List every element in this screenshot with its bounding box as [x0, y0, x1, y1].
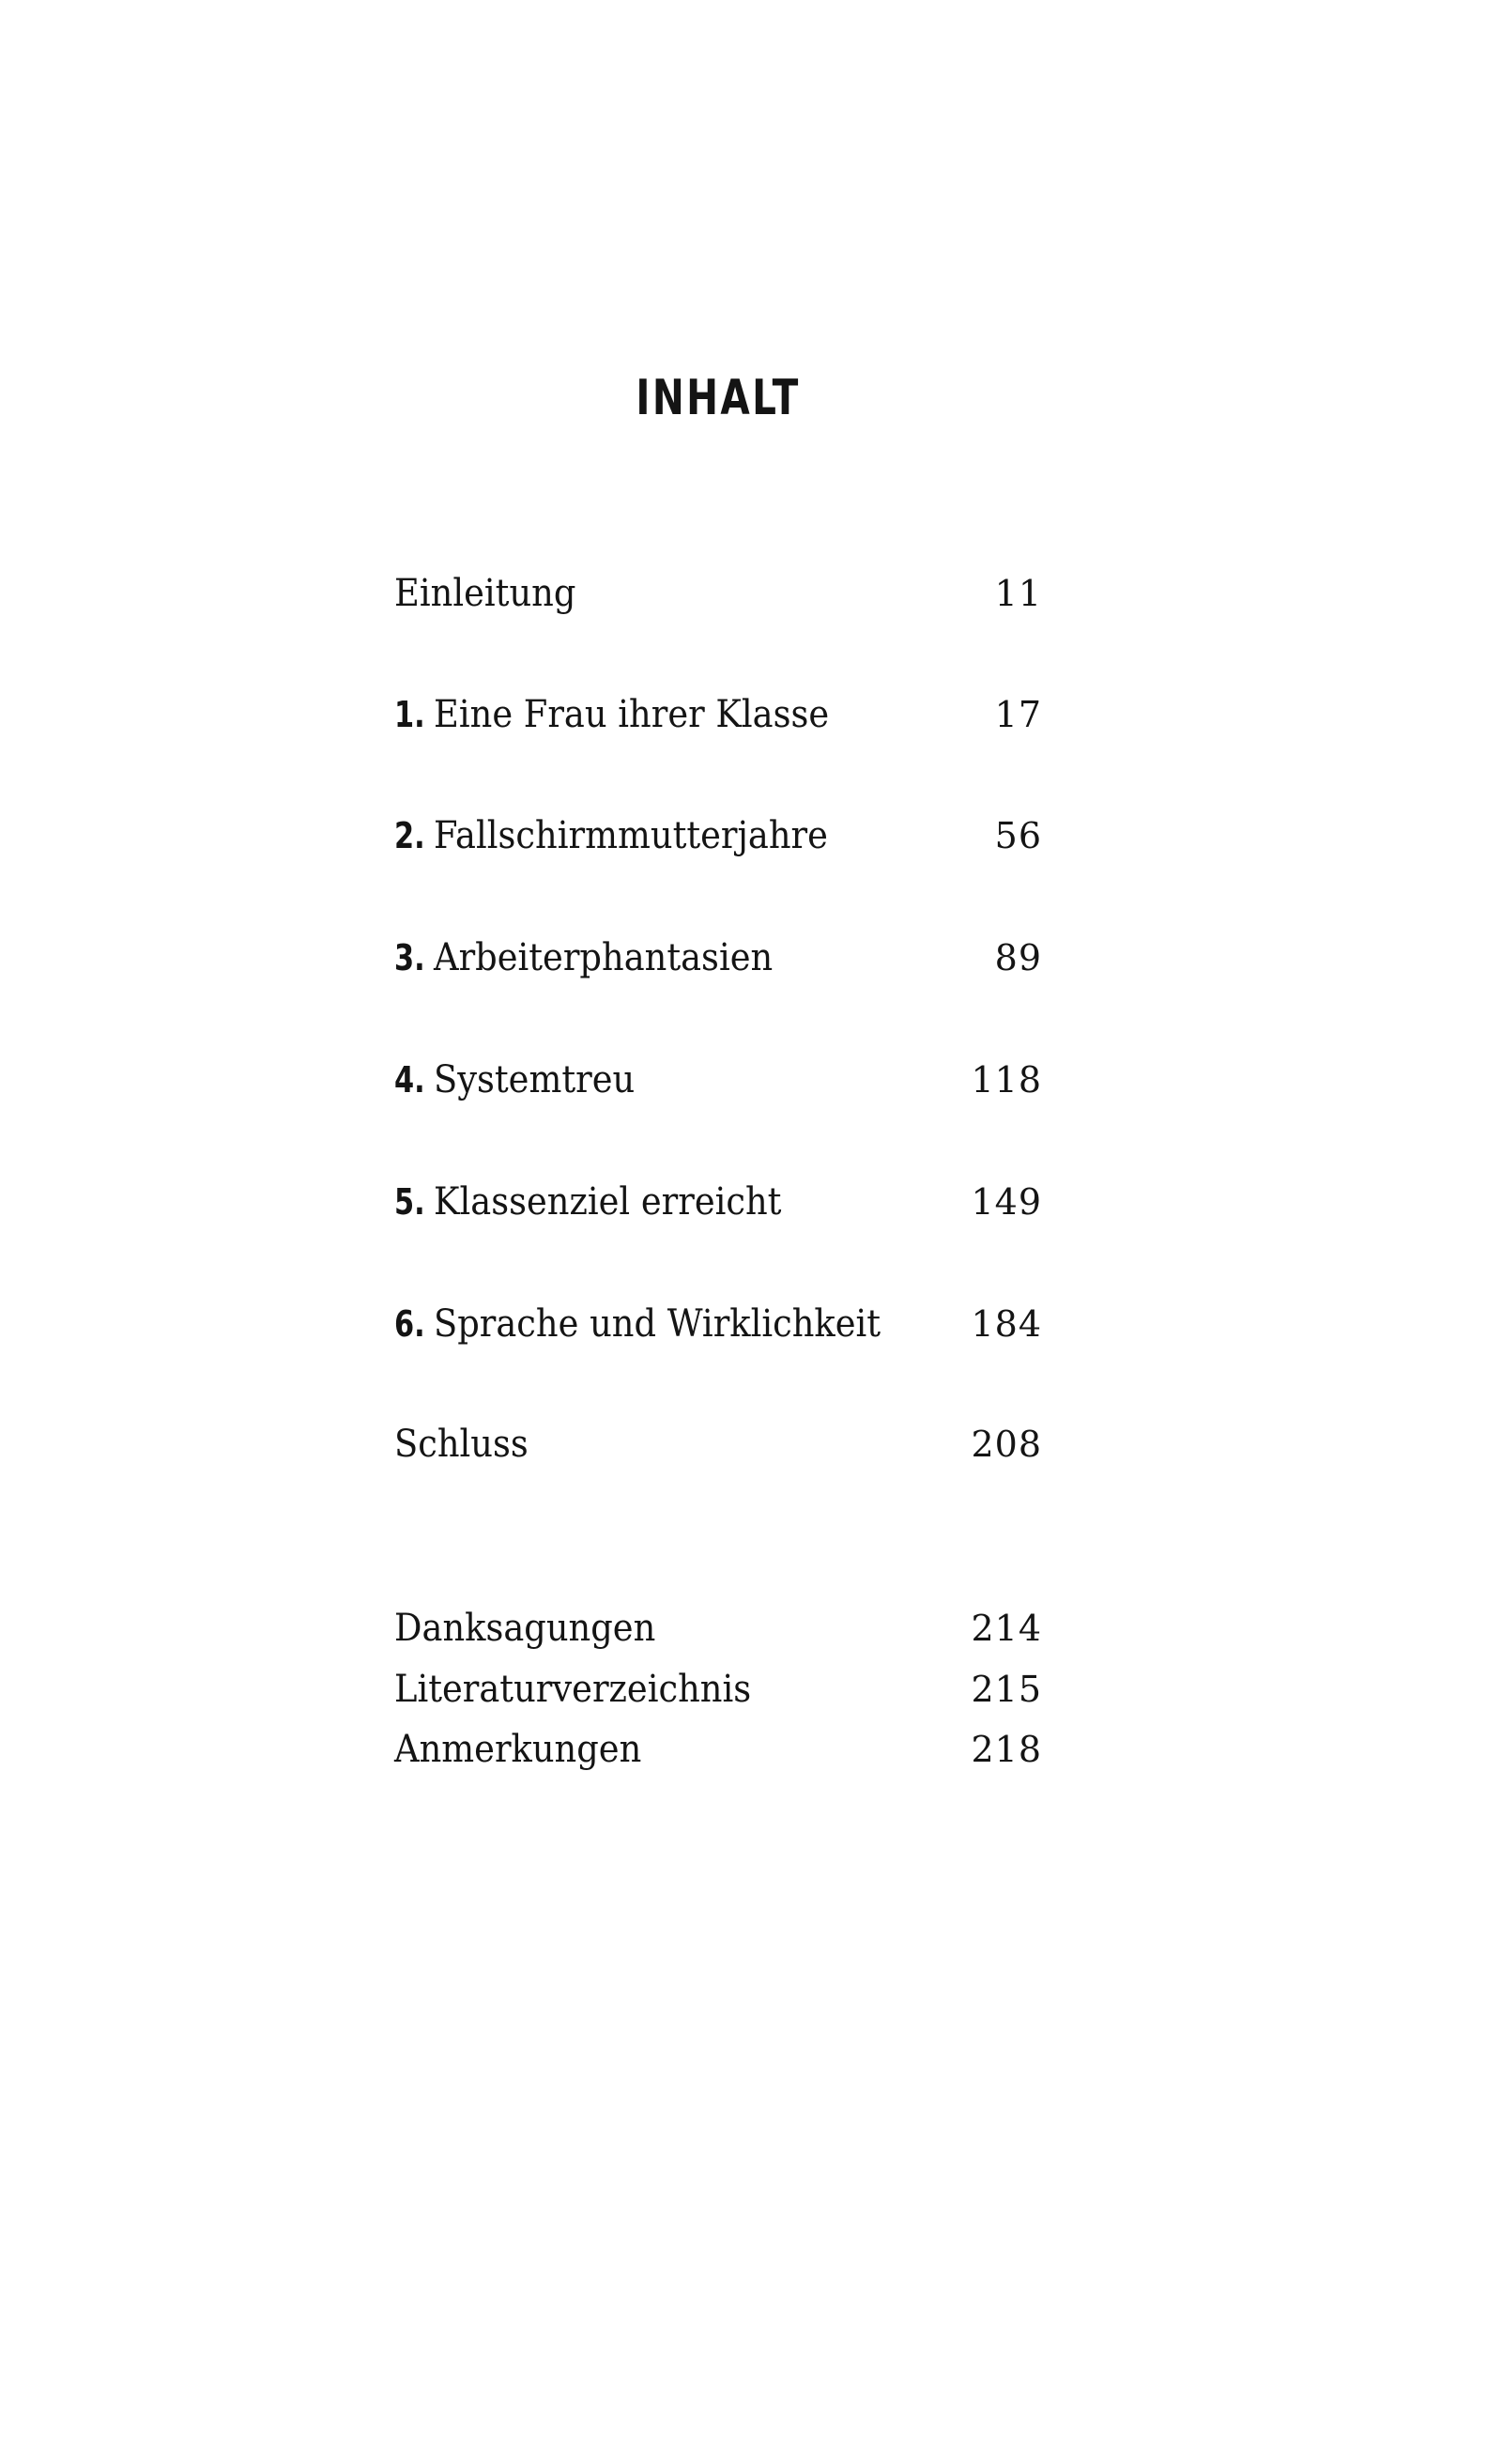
toc-entry-page: 17 [994, 694, 1042, 735]
chapter-number: 6. [394, 1303, 425, 1345]
toc-entry-label: Klassenziel erreicht [434, 1180, 782, 1224]
toc-entry-chapter-6[interactable] [394, 1296, 1042, 1352]
toc-entry-label: Literaturverzeichnis [394, 1668, 752, 1711]
toc-entry-page: 218 [971, 1729, 1042, 1770]
page-title: INHALT [636, 370, 801, 426]
toc-entry-page: 89 [994, 937, 1042, 978]
toc-entry-anmerkungen[interactable] [394, 1721, 1042, 1778]
toc-entry-left [394, 686, 864, 743]
toc-entry-chapter-5[interactable] [394, 1174, 1042, 1230]
toc-entry-schluss[interactable] [394, 1416, 1042, 1472]
toc-entry-einleitung[interactable] [394, 565, 1042, 622]
toc-entry-chapter-1[interactable] [394, 686, 1042, 743]
toc-entry-left [394, 1052, 652, 1108]
toc-entry-left [394, 1600, 678, 1656]
toc-entry-left [394, 1174, 812, 1230]
toc-entry-chapter-4[interactable] [394, 1052, 1042, 1108]
toc-entry-label: Eine Frau ihrer Klasse [434, 693, 830, 736]
toc-entry-page: 149 [971, 1181, 1042, 1223]
toc-entry-left [394, 1661, 782, 1717]
toc-entry-danksagungen[interactable] [394, 1600, 1042, 1656]
chapter-number: 4. [394, 1059, 425, 1101]
toc-entry-label: Schluss [394, 1423, 529, 1466]
toc-entry-left [394, 808, 862, 864]
toc-entry-left [394, 1721, 663, 1778]
toc-entry-page: 184 [971, 1303, 1042, 1345]
chapter-number: 3. [394, 937, 425, 978]
toc-entry-label: Arbeiterphantasien [434, 936, 774, 979]
toc-entry-label: Sprache und Wirklichkeit [434, 1302, 881, 1346]
toc-entry-label: Fallschirmmutterjahre [434, 814, 828, 857]
toc-entry-page: 118 [971, 1059, 1042, 1101]
toc-entry-page: 11 [994, 573, 1042, 614]
toc-entry-page: 208 [971, 1424, 1042, 1465]
toc-entry-left [394, 565, 591, 622]
toc-entry-page: 56 [994, 815, 1042, 856]
chapter-number: 5. [394, 1181, 425, 1223]
toc-entry-chapter-3[interactable] [394, 930, 1042, 986]
toc-entry-left [394, 1296, 919, 1352]
toc-entry-left [394, 1416, 540, 1472]
toc-entry-label: Einleitung [394, 572, 576, 615]
toc-entry-page: 214 [971, 1608, 1042, 1649]
chapter-number: 2. [394, 815, 425, 856]
toc-entry-left [394, 930, 803, 986]
toc-entry-label: Anmerkungen [394, 1728, 642, 1771]
toc-entry-label: Danksagungen [394, 1607, 656, 1650]
toc-entry-chapter-2[interactable] [394, 808, 1042, 864]
chapter-number: 1. [394, 694, 425, 735]
toc-entry-label: Systemtreu [434, 1058, 636, 1101]
toc-entry-page: 215 [971, 1669, 1042, 1710]
toc-entry-literaturverzeichnis[interactable] [394, 1661, 1042, 1717]
table-of-contents [394, 0, 1042, 2464]
